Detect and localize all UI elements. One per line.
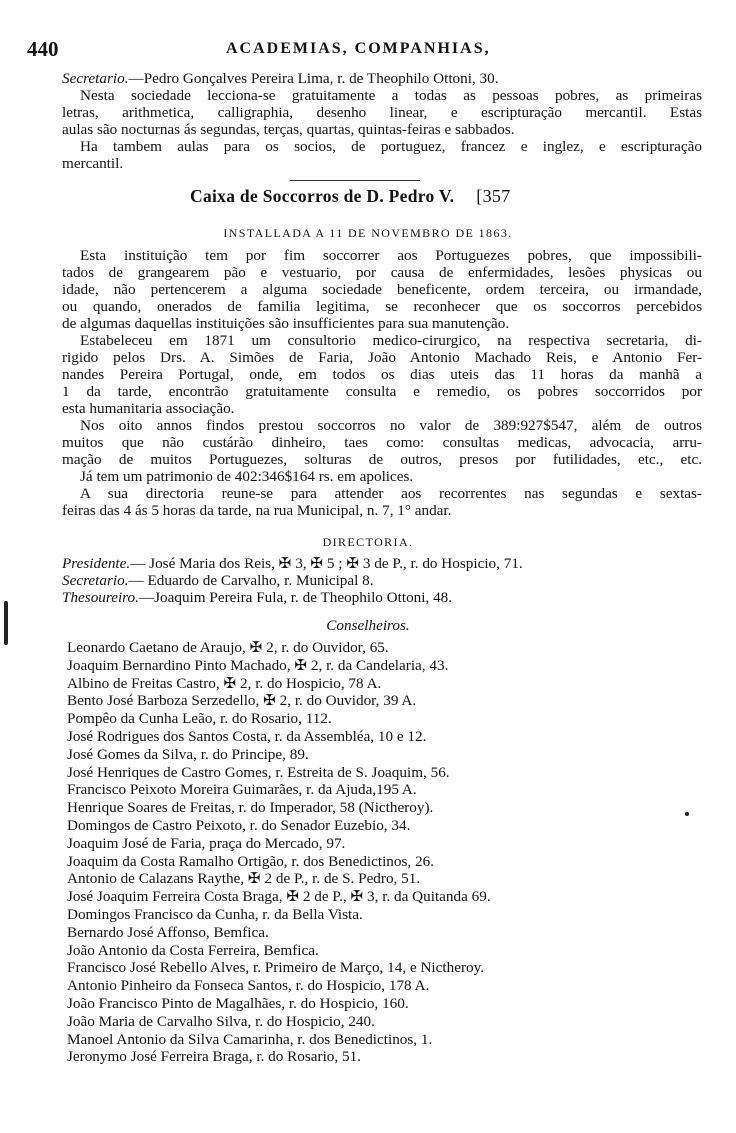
conselheiro-entry: José Joaquim Ferreira Costa Braga, ✠ 2 de P., ✠ 3, r. da Quitanda 69.: [67, 888, 491, 906]
conselheiro-entry: Francisco Peixoto Moreira Guimarães, r. da Ajuda,195 A.: [67, 781, 417, 799]
conselheiro-entry: João Antonio da Costa Ferreira, Bemfica.: [67, 941, 319, 959]
section-heading: [190, 188, 702, 206]
conselheiros-heading: Conselheiros.: [326, 617, 410, 634]
conselheiro-entry: Bernardo José Affonso, Bemfica.: [67, 923, 269, 941]
body-line: de algumas daquellas instituições são insufficientes para sua manutenção.: [62, 315, 510, 332]
conselheiro-entry: Joaquim José de Faria, praça do Mercado, 97.: [67, 834, 346, 852]
intro-line: aulas são nocturnas ás segundas, terças, quartas, quintas-feiras e sabbados.: [62, 121, 515, 138]
conselheiro-entry: Domingos Francisco da Cunha, r. da Bella Vista.: [67, 906, 363, 923]
officer-role: Thesoureiro.: [62, 589, 139, 606]
section-title: Caixa de Soccorros de D. Pedro V.: [190, 188, 455, 206]
officer-line: [62, 589, 702, 606]
conselheiro-entry: Joaquim Bernardino Pinto Machado, ✠ 2, r. da Candelaria, 43.: [67, 656, 449, 674]
conselheiro-entry: Henrique Soares de Freitas, r. do Imperador, 58 (Nictheroy).: [67, 799, 434, 817]
body-line: A sua directoria reune-se para attender aos recorrentes nas segundas e sextas-: [80, 485, 702, 502]
body-line: rigido pelos Drs. A. Simões de Faria, João Antonio Machado Reis, e Antonio Fer-: [62, 349, 702, 366]
intro-line: mercantil.: [62, 155, 124, 172]
conselheiro-entry: Francisco José Rebello Alves, r. Primeiro de Março, 14, e Nictheroy.: [67, 959, 484, 977]
conselheiro-entry: Pompêo da Cunha Leão, r. do Rosario, 112.: [67, 710, 332, 728]
intro-line: Nesta sociedade lecciona-se gratuitamente a todas as pessoas pobres, as primeiras: [80, 87, 702, 104]
officer-text: —Joaquim Pereira Fula, r. de Theophilo Ottoni, 48.: [138, 589, 453, 606]
conselheiro-entry: Joaquim da Costa Ramalho Ortigão, r. dos Benedictinos, 26.: [67, 852, 434, 870]
body-line: Estabeleceu em 1871 um consultorio medico-cirurgico, na respectiva secretaria, di-: [80, 332, 702, 349]
section-divider: [290, 180, 420, 181]
body-line: esta humanitaria associação.: [62, 400, 235, 417]
conselheiro-entry: João Francisco Pinto de Magalhães, r. do Hospicio, 160.: [67, 995, 409, 1012]
officer-role: Presidente.: [62, 555, 131, 572]
body-line: idade, não pertencerem a alguma sociedade beneficente, ordem terceira, ou irmandade,: [62, 281, 702, 298]
conselheiro-entry: Bento José Barboza Serzedello, ✠ 2, r. do Ouvidor, 39 A.: [67, 692, 417, 710]
officer-role: Secretario.: [62, 572, 129, 589]
officer-text: — José Maria dos Reis, ✠ 3, ✠ 5 ; ✠ 3 de P., r. do Hospicio, 71.: [130, 555, 523, 572]
conselheiro-entry: José Gomes da Silva, r. do Principe, 89.: [67, 745, 309, 763]
page-number: 440: [27, 37, 59, 61]
body-line: feiras das 4 ás 5 horas da tarde, na rua Municipal, n. 7, 1° andar.: [62, 502, 452, 519]
conselheiro-entry: José Rodrigues dos Santos Costa, r. da Assembléa, 10 e 12.: [67, 728, 427, 745]
conselheiro-entry: José Henriques de Castro Gomes, r. Estreita de S. Joaquim, 56.: [67, 763, 450, 781]
conselheiro-entry: Antonio de Calazans Raythe, ✠ 2 de P., r. de S. Pedro, 51.: [67, 870, 421, 888]
ink-speck: [685, 812, 689, 816]
intro-line: letras, arithmetica, calligraphia, desenho linear, e escripturação mercantil. Estas: [62, 104, 702, 121]
body-line: Esta instituição tem por fim soccorrer aos Portuguezes pobres, que impossibili-: [80, 247, 702, 264]
body-line: mação de muitos Portuguezes, solturas de outros, presos por futilidades, etc., etc.: [62, 451, 702, 468]
margin-ink-mark: [4, 601, 8, 645]
intro-secretary-role: Secretario.: [62, 70, 129, 87]
body-line: nandes Pereira Portugal, onde, em todos os dias uteis das 11 horas da manhã a: [62, 366, 702, 383]
intro-line: Ha tambem aulas para os socios, de portuguez, francez e inglez, e escripturação: [80, 138, 702, 155]
conselheiro-entry: João Maria de Carvalho Silva, r. do Hospicio, 240.: [67, 1012, 375, 1030]
directoria-heading: DIRECTORIA.: [322, 535, 414, 549]
officer-text: — Eduardo de Carvalho, r. Municipal 8.: [128, 572, 374, 589]
section-number: [357: [476, 188, 511, 206]
conselheiro-entry: Albino de Freitas Castro, ✠ 2, r. do Hospicio, 78 A.: [67, 674, 382, 692]
intro-secretary-line: [62, 70, 702, 87]
running-title: ACADEMIAS, COMPANHIAS,: [226, 40, 491, 57]
conselheiro-entry: Domingos de Castro Peixoto, r. do Senador Euzebio, 34.: [67, 817, 411, 834]
body-line: 1 da tarde, encontrão gratuitamente consulta e remedio, os pobres soccorridos por: [62, 383, 702, 400]
body-line: tados de grangearem pão e vestuario, por causa de enfermidades, lesões physicas ou: [62, 264, 702, 281]
officer-line: [62, 555, 702, 572]
conselheiro-entry: Jeronymo José Ferreira Braga, r. do Rosario, 51.: [67, 1048, 361, 1066]
section-installed: INSTALLADA A 11 DE NOVEMBRO DE 1863.: [223, 226, 513, 240]
body-line: Nos oito annos findos prestou soccorros no valor de 389:927$547, além de outros: [80, 417, 702, 434]
intro-secretary-text: —Pedro Gonçalves Pereira Lima, r. de Theophilo Ottoni, 30.: [128, 70, 499, 87]
body-line: muitos que não custárão dinheiro, taes como: consultas medicas, advocacia, arru-: [62, 434, 702, 451]
body-line: ou quando, onerados de familia legitima, se reconhecer que os soccorros percebidos: [62, 298, 702, 315]
conselheiro-entry: Manoel Antonio da Silva Camarinha, r. dos Benedictinos, 1.: [67, 1030, 433, 1048]
body-line: Já tem um patrimonio de 402:346$164 rs. em apolices.: [80, 468, 414, 485]
officer-line: [62, 572, 702, 589]
conselheiro-entry: Antonio Pinheiro da Fonseca Santos, r. do Hospicio, 178 A.: [67, 977, 430, 995]
conselheiro-entry: Leonardo Caetano de Araujo, ✠ 2, r. do Ouvidor, 65.: [67, 639, 389, 656]
